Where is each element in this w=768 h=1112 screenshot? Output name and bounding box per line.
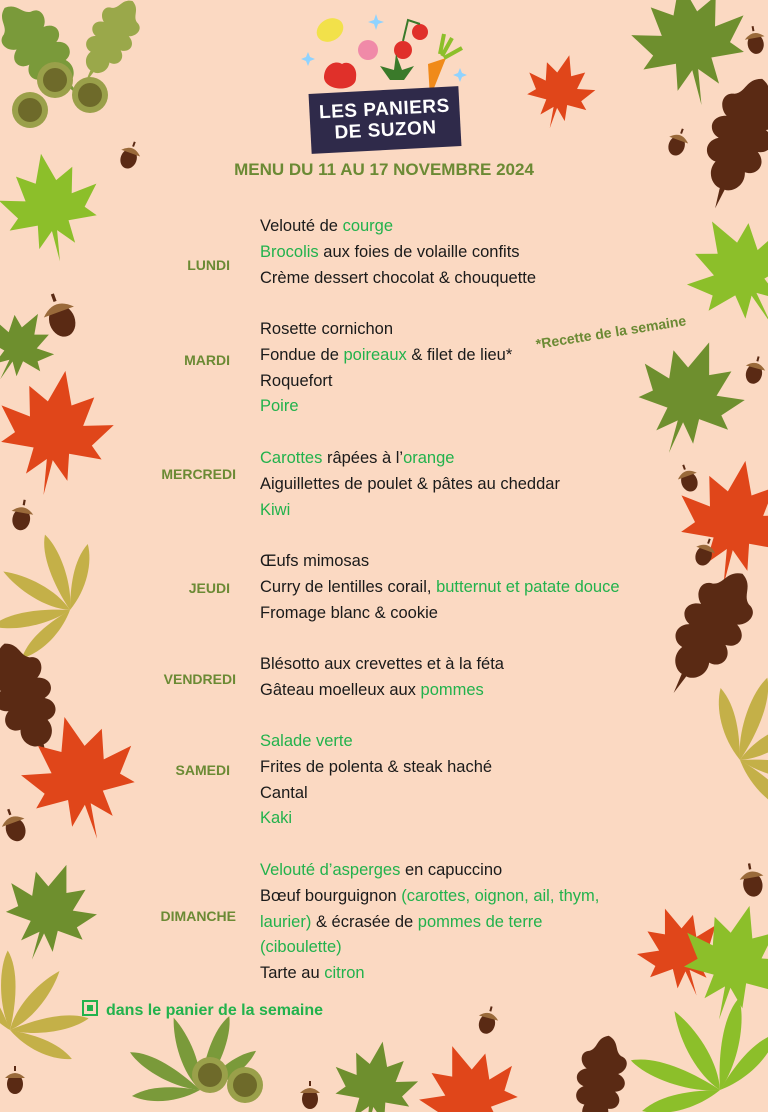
basket-ingredient: pommes: [420, 680, 484, 699]
recipe-of-the-week-note: *Recette de la semaine: [534, 312, 688, 352]
dish-line: Poire: [260, 397, 299, 416]
dish-line: Fromage blanc & cookie: [260, 603, 438, 622]
dish-line: Kaki: [260, 809, 293, 828]
basket-ingredient: courge: [342, 217, 394, 235]
brand-logo: [296, 8, 472, 152]
day-label-samedi: SAMEDI: [175, 762, 230, 778]
menu-dimanche: [260, 858, 680, 987]
dish-line: [260, 678, 680, 704]
dish-text: & filet de lieu*: [406, 345, 513, 364]
dish-line: Blésotto aux crevettes et à la féta: [260, 655, 504, 673]
dish-text: Velouté de: [260, 217, 343, 235]
menu-lundi: [260, 214, 680, 291]
dish-line: [260, 575, 680, 601]
dish-line: [260, 858, 680, 884]
basket-ingredient: orange: [403, 449, 455, 467]
page-title: MENU DU 11 AU 17 NOVEMBRE 2024: [234, 160, 534, 179]
menu-vendredi: [260, 652, 680, 704]
dish-text: Bœuf bourguignon: [260, 886, 402, 905]
brand-name-badge: [309, 86, 462, 154]
dish-text: en capuccino: [400, 861, 503, 879]
dish-line: [260, 214, 680, 240]
legend-text: dans le panier de la semaine: [106, 1002, 323, 1019]
basket-ingredient: butternut et patate douce: [436, 577, 620, 596]
dish-line: [260, 884, 680, 910]
dish-line: [260, 446, 680, 472]
dish-line: Aiguillettes de poulet & pâtes au cheddar: [260, 474, 560, 493]
day-label-dimanche: DIMANCHE: [160, 908, 236, 924]
day-label-jeudi: JEUDI: [188, 580, 230, 596]
dish-line: Frites de polenta & steak haché: [260, 757, 493, 776]
vegetables-illustration: [296, 8, 472, 98]
dish-line: Crème dessert chocolat & chouquette: [260, 268, 537, 287]
dish-line: Rosette cornichon: [260, 320, 393, 338]
dish-line: Cantal: [260, 783, 308, 802]
day-label-mardi: MARDI: [184, 352, 230, 368]
dish-line: [260, 343, 680, 369]
basket-ingredient: (carottes, oignon, ail, thym,: [401, 886, 600, 905]
dish-line: [260, 961, 680, 987]
dish-line: Salade verte: [260, 732, 353, 750]
basket-square-icon: [82, 1000, 98, 1016]
day-label-vendredi: VENDREDI: [163, 671, 236, 687]
basket-ingredient: citron: [324, 964, 365, 983]
menu-jeudi: [260, 549, 680, 626]
basket-ingredient: laurier): [260, 912, 312, 931]
brand-name-line1: LES PANIERS: [318, 95, 451, 124]
dish-text: Fondue de: [260, 345, 344, 364]
basket-ingredient: Brocolis: [260, 242, 319, 261]
dish-text: & écrasée de: [311, 912, 418, 931]
day-label-mercredi: MERCREDI: [161, 466, 236, 482]
basket-ingredient: poireaux: [343, 345, 407, 364]
dish-text: Tarte au: [260, 964, 325, 983]
basket-ingredient: Carottes: [260, 449, 323, 467]
dish-line: Kiwi: [260, 500, 291, 519]
dish-line: [260, 910, 680, 936]
dish-line: Œufs mimosas: [260, 552, 370, 570]
day-label-lundi: LUNDI: [187, 257, 230, 273]
dish-text: Gâteau moelleux aux: [260, 680, 421, 699]
brand-name-line2: DE SUZON: [333, 117, 438, 144]
basket-ingredient: Velouté d’asperges: [260, 861, 401, 879]
dish-text: aux foies de volaille confits: [318, 242, 520, 261]
basket-ingredient: pommes de terre: [417, 912, 543, 931]
menu-samedi: [260, 729, 680, 832]
dish-text: râpées à l’: [322, 449, 404, 467]
dish-line: [260, 240, 680, 266]
dish-line: (ciboulette): [260, 938, 342, 957]
dish-text: Curry de lentilles corail,: [260, 577, 437, 596]
menu-mercredi: [260, 446, 680, 523]
basket-legend: [82, 1000, 323, 1020]
dish-line: Roquefort: [260, 371, 333, 390]
